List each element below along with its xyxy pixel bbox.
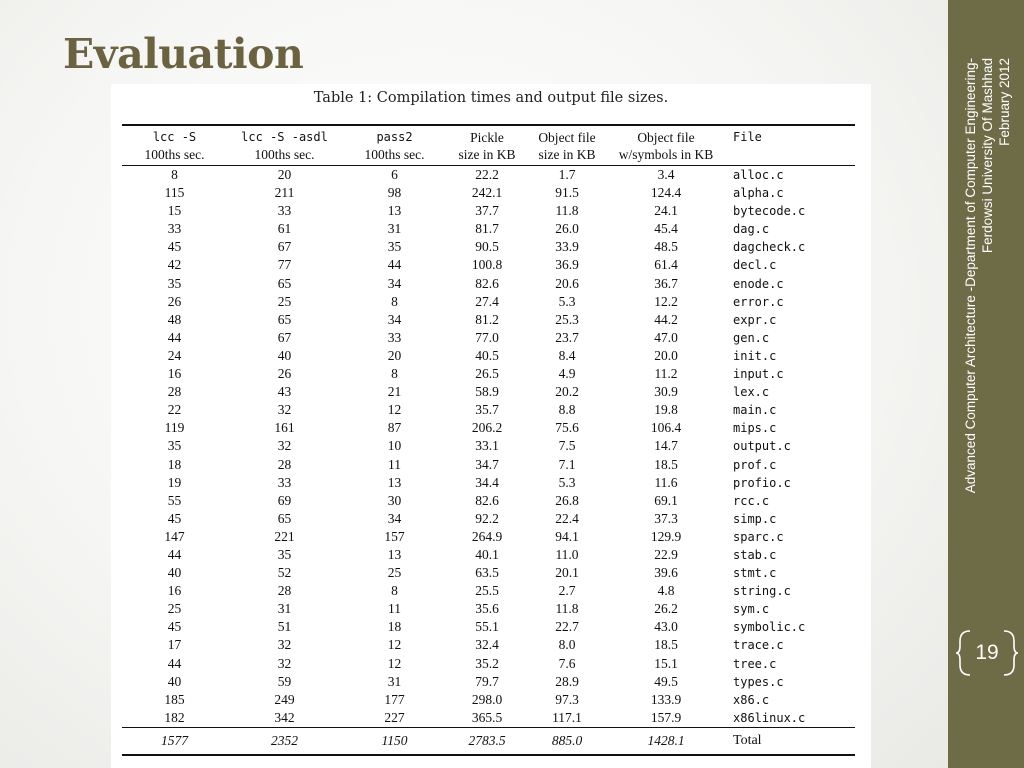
- value-cell: 20: [387, 347, 402, 363]
- value-cell: 157.9: [650, 709, 682, 725]
- value-cell: 365.5: [471, 709, 503, 725]
- value-cell: 44: [167, 546, 182, 562]
- header-file: File: [725, 125, 855, 146]
- value-cell: 45: [167, 619, 182, 635]
- value-cell: 20.0: [654, 347, 678, 363]
- file-name-cell: expr.c: [733, 312, 777, 327]
- value-cell: 18: [387, 619, 402, 635]
- file-name-cell: dag.c: [733, 222, 770, 237]
- value-cell: 45: [167, 510, 182, 526]
- value-cell: 33.1: [475, 438, 499, 454]
- table-row: [122, 329, 855, 347]
- file-name-cell: sym.c: [733, 602, 770, 617]
- file-name-cell: types.c: [733, 674, 784, 689]
- table-row: [122, 401, 855, 419]
- value-cell: 26.5: [475, 366, 499, 382]
- value-cell: 211: [274, 185, 295, 201]
- value-cell: 22: [167, 402, 182, 418]
- value-cell: 33: [387, 329, 402, 345]
- value-cell: 22.4: [555, 510, 579, 526]
- table-row: [122, 275, 855, 293]
- value-cell: 65: [277, 275, 292, 291]
- value-cell: 34: [387, 275, 402, 291]
- value-cell: 40.5: [475, 347, 499, 363]
- value-cell: 19.8: [654, 402, 678, 418]
- value-cell: 17: [167, 637, 182, 653]
- file-name-cell: mips.c: [733, 421, 777, 436]
- value-cell: 26: [167, 293, 182, 309]
- value-cell: 91.5: [555, 185, 579, 201]
- value-cell: 81.7: [475, 221, 499, 237]
- value-cell: 124.4: [650, 185, 682, 201]
- value-cell: 8.4: [558, 347, 576, 363]
- total-cell: 1428.1: [607, 727, 725, 755]
- value-cell: 249: [274, 691, 295, 707]
- table-row: [122, 347, 855, 365]
- value-cell: 7.1: [558, 456, 576, 472]
- value-cell: 20.2: [555, 384, 579, 400]
- value-cell: 106.4: [650, 420, 682, 436]
- value-cell: 33: [167, 221, 182, 237]
- value-cell: 40: [277, 347, 292, 363]
- total-cell: 2783.5: [447, 727, 527, 755]
- file-name-cell: gen.c: [733, 330, 770, 345]
- value-cell: 69: [277, 492, 292, 508]
- value-cell: 30: [387, 492, 402, 508]
- value-cell: 34: [387, 510, 402, 526]
- value-cell: 24: [167, 347, 182, 363]
- table-row: [122, 709, 855, 728]
- value-cell: 27.4: [475, 293, 499, 309]
- value-cell: 8: [391, 366, 398, 382]
- value-cell: 47.0: [654, 329, 678, 345]
- value-cell: 52: [277, 565, 292, 581]
- value-cell: 117.1: [552, 709, 582, 725]
- value-cell: 37.3: [654, 510, 678, 526]
- value-cell: 58.9: [475, 384, 499, 400]
- file-name-cell: enode.c: [733, 276, 784, 291]
- value-cell: 98: [387, 185, 402, 201]
- footer-date-line: February 2012: [997, 58, 1012, 146]
- total-cell: 1577: [122, 727, 227, 755]
- value-cell: 35.2: [475, 655, 499, 671]
- total-row: [122, 727, 855, 755]
- value-cell: 87: [387, 420, 402, 436]
- value-cell: 51: [277, 619, 292, 635]
- value-cell: 49.5: [654, 673, 678, 689]
- value-cell: 185: [164, 691, 185, 707]
- value-cell: 45.4: [654, 221, 678, 237]
- table-row: [122, 293, 855, 311]
- value-cell: 35: [167, 275, 182, 291]
- file-name-cell: simp.c: [733, 511, 777, 526]
- value-cell: 28: [167, 384, 182, 400]
- value-cell: 25.5: [475, 583, 499, 599]
- value-cell: 36.7: [654, 275, 678, 291]
- value-cell: 12.2: [654, 293, 678, 309]
- value-cell: 77.0: [475, 329, 499, 345]
- table-panel: [111, 84, 871, 768]
- table-footer: [122, 727, 855, 755]
- value-cell: 25: [387, 565, 402, 581]
- value-cell: 18.5: [654, 637, 678, 653]
- file-name-cell: input.c: [733, 367, 784, 382]
- value-cell: 11: [388, 456, 401, 472]
- table-row: [122, 600, 855, 618]
- header-lcc-s: lcc -S: [122, 125, 227, 146]
- value-cell: 242.1: [471, 185, 503, 201]
- table-caption: Table 1: Compilation times and output file sizes.: [313, 90, 669, 106]
- value-cell: 182: [164, 709, 185, 725]
- table-row: [122, 166, 855, 185]
- header-pass2: pass2: [342, 125, 447, 146]
- table-row: [122, 184, 855, 202]
- value-cell: 61: [277, 221, 292, 237]
- value-cell: 25: [277, 293, 292, 309]
- value-cell: 48: [167, 311, 182, 327]
- value-cell: 13: [387, 474, 402, 490]
- table-row: [122, 546, 855, 564]
- value-cell: 97.3: [555, 691, 579, 707]
- file-name-cell: sparc.c: [733, 529, 784, 544]
- value-cell: 14.7: [654, 438, 678, 454]
- compilation-table: [122, 124, 855, 756]
- value-cell: 32: [277, 402, 292, 418]
- value-cell: 16: [167, 583, 182, 599]
- table-row: [122, 691, 855, 709]
- value-cell: 11.0: [555, 546, 579, 562]
- table-row: [122, 220, 855, 238]
- value-cell: 40: [167, 673, 182, 689]
- table-body: [122, 166, 855, 728]
- header-unit: 100ths sec.: [342, 146, 447, 166]
- value-cell: 32.4: [475, 637, 499, 653]
- value-cell: 55.1: [475, 619, 499, 635]
- table-row: [122, 456, 855, 474]
- value-cell: 35: [167, 438, 182, 454]
- value-cell: 65: [277, 510, 292, 526]
- header-unit: size in KB: [527, 146, 607, 166]
- value-cell: 177: [384, 691, 405, 707]
- value-cell: 6: [391, 167, 398, 182]
- value-cell: 20.1: [555, 565, 579, 581]
- file-name-cell: alloc.c: [733, 168, 784, 182]
- value-cell: 39.6: [654, 565, 678, 581]
- value-cell: 31: [387, 673, 402, 689]
- total-cell: 2352: [227, 727, 342, 755]
- value-cell: 11: [388, 601, 401, 617]
- value-cell: 11.8: [555, 203, 579, 219]
- table-row: [122, 528, 855, 546]
- value-cell: 28: [277, 583, 292, 599]
- file-name-cell: tree.c: [733, 656, 777, 671]
- footer-university-line: Ferdowsi University Of Mashhad: [980, 58, 995, 254]
- value-cell: 32: [277, 637, 292, 653]
- value-cell: 69.1: [654, 492, 678, 508]
- value-cell: 90.5: [475, 239, 499, 255]
- value-cell: 35: [387, 239, 402, 255]
- value-cell: 48.5: [654, 239, 678, 255]
- value-cell: 55: [167, 492, 182, 508]
- header-unit: w/symbols in KB: [607, 146, 725, 166]
- header-pickle: Pickle: [447, 125, 527, 146]
- table-row: [122, 202, 855, 220]
- value-cell: 44.2: [654, 311, 678, 327]
- value-cell: 67: [277, 239, 292, 255]
- file-name-cell: string.c: [733, 584, 791, 599]
- file-name-cell: symbolic.c: [733, 620, 806, 635]
- table-row: [122, 474, 855, 492]
- value-cell: 35: [277, 546, 292, 562]
- value-cell: 44: [387, 257, 402, 273]
- value-cell: 92.2: [475, 510, 499, 526]
- page-number: 19: [975, 641, 999, 664]
- value-cell: 25.3: [555, 311, 579, 327]
- value-cell: 11.8: [555, 601, 579, 617]
- value-cell: 18: [167, 456, 182, 472]
- value-cell: 18.5: [654, 456, 678, 472]
- value-cell: 13: [387, 203, 402, 219]
- value-cell: 100.8: [471, 257, 503, 273]
- value-cell: 342: [274, 709, 295, 725]
- value-cell: 77: [277, 257, 292, 273]
- value-cell: 22.2: [475, 167, 499, 182]
- value-cell: 59: [277, 673, 292, 689]
- value-cell: 12: [387, 402, 402, 418]
- value-cell: 19: [167, 474, 182, 490]
- value-cell: 30.9: [654, 384, 678, 400]
- value-cell: 43.0: [654, 619, 678, 635]
- table-row: [122, 383, 855, 401]
- value-cell: 35.6: [475, 601, 499, 617]
- value-cell: 161: [274, 420, 295, 436]
- value-cell: 12: [387, 637, 402, 653]
- file-name-cell: bytecode.c: [733, 204, 806, 219]
- value-cell: 8.0: [558, 637, 576, 653]
- value-cell: 21: [387, 384, 402, 400]
- header-object-file: Object file: [527, 125, 607, 146]
- value-cell: 133.9: [650, 691, 682, 707]
- value-cell: 227: [384, 709, 405, 725]
- footer-course-line: Advanced Computer Architecture -Department of Computer Engineering-: [963, 58, 978, 494]
- value-cell: 82.6: [475, 275, 499, 291]
- file-name-cell: rcc.c: [733, 493, 770, 508]
- value-cell: 44: [167, 329, 182, 345]
- value-cell: 26.0: [555, 221, 579, 237]
- footer-vertical-text: [962, 58, 1014, 614]
- value-cell: 2.7: [558, 583, 576, 599]
- table-row: [122, 636, 855, 654]
- value-cell: 15.1: [654, 655, 678, 671]
- value-cell: 119: [164, 420, 185, 436]
- file-name-cell: lex.c: [733, 385, 770, 400]
- header-unit: 100ths sec.: [122, 146, 227, 166]
- value-cell: 10: [387, 438, 402, 454]
- file-name-cell: stab.c: [733, 547, 777, 562]
- value-cell: 28: [277, 456, 292, 472]
- value-cell: 1.7: [558, 167, 576, 182]
- value-cell: 34.4: [475, 474, 499, 490]
- value-cell: 264.9: [471, 528, 503, 544]
- value-cell: 43: [277, 384, 292, 400]
- table-row: [122, 618, 855, 636]
- value-cell: 7.5: [558, 438, 576, 454]
- value-cell: 23.7: [555, 329, 579, 345]
- value-cell: 8: [391, 293, 398, 309]
- file-name-cell: alpha.c: [733, 186, 784, 201]
- value-cell: 44: [167, 655, 182, 671]
- total-cell: 1150: [342, 727, 447, 755]
- value-cell: 26.8: [555, 492, 579, 508]
- file-name-cell: main.c: [733, 403, 777, 418]
- file-name-cell: profio.c: [733, 475, 791, 490]
- value-cell: 20.6: [555, 275, 579, 291]
- file-name-cell: init.c: [733, 348, 777, 363]
- value-cell: 206.2: [471, 420, 503, 436]
- value-cell: 11.6: [654, 474, 678, 490]
- header-unit: size in KB: [447, 146, 527, 166]
- value-cell: 5.3: [558, 293, 576, 309]
- file-name-cell: output.c: [733, 439, 791, 454]
- value-cell: 35.7: [475, 402, 499, 418]
- table-row: [122, 311, 855, 329]
- value-cell: 79.7: [475, 673, 499, 689]
- table-row: [122, 419, 855, 437]
- value-cell: 298.0: [471, 691, 503, 707]
- header-lcc-s-asdl: lcc -S -asdl: [227, 125, 342, 146]
- value-cell: 65: [277, 311, 292, 327]
- value-cell: 147: [164, 528, 185, 544]
- table-row: [122, 256, 855, 274]
- value-cell: 61.4: [654, 257, 678, 273]
- value-cell: 82.6: [475, 492, 499, 508]
- file-name-cell: trace.c: [733, 638, 784, 653]
- value-cell: 36.9: [555, 257, 579, 273]
- table-row: [122, 510, 855, 528]
- value-cell: 40.1: [475, 546, 499, 562]
- value-cell: 42: [167, 257, 182, 273]
- table-row: [122, 238, 855, 256]
- value-cell: 40: [167, 565, 182, 581]
- value-cell: 26: [277, 366, 292, 382]
- value-cell: 31: [277, 601, 292, 617]
- value-cell: 20: [277, 167, 292, 182]
- header-object-file-symbols: Object file: [607, 125, 725, 146]
- value-cell: 129.9: [650, 528, 682, 544]
- value-cell: 81.2: [475, 311, 499, 327]
- file-name-cell: x86linux.c: [733, 710, 806, 725]
- value-cell: 16: [167, 366, 182, 382]
- value-cell: 63.5: [475, 565, 499, 581]
- value-cell: 15: [167, 203, 182, 219]
- header-unit: [725, 146, 855, 166]
- value-cell: 26.2: [654, 601, 678, 617]
- value-cell: 8: [391, 583, 398, 599]
- value-cell: 28.9: [555, 673, 579, 689]
- value-cell: 25: [167, 601, 182, 617]
- table-row: [122, 655, 855, 673]
- value-cell: 24.1: [654, 203, 678, 219]
- value-cell: 37.7: [475, 203, 499, 219]
- value-cell: 5.3: [558, 474, 576, 490]
- table-row: [122, 564, 855, 582]
- value-cell: 22.7: [555, 619, 579, 635]
- value-cell: 8: [171, 167, 178, 182]
- file-name-cell: decl.c: [733, 258, 777, 273]
- value-cell: 33: [277, 474, 292, 490]
- value-cell: 67: [277, 329, 292, 345]
- value-cell: 32: [277, 438, 292, 454]
- file-name-cell: prof.c: [733, 457, 777, 472]
- table-row: [122, 365, 855, 383]
- value-cell: 45: [167, 239, 182, 255]
- file-name-cell: x86.c: [733, 692, 770, 707]
- total-label: Total: [725, 727, 855, 755]
- value-cell: 157: [384, 528, 405, 544]
- value-cell: 33.9: [555, 239, 579, 255]
- value-cell: 3.4: [657, 167, 675, 182]
- value-cell: 4.9: [558, 366, 576, 382]
- table-header: [122, 125, 855, 166]
- value-cell: 94.1: [555, 528, 579, 544]
- value-cell: 22.9: [654, 546, 678, 562]
- value-cell: 34.7: [475, 456, 499, 472]
- value-cell: 34: [387, 311, 402, 327]
- value-cell: 75.6: [555, 420, 579, 436]
- value-cell: 221: [274, 528, 295, 544]
- value-cell: 12: [387, 655, 402, 671]
- table-row: [122, 673, 855, 691]
- value-cell: 4.8: [657, 583, 675, 599]
- value-cell: 7.6: [558, 655, 576, 671]
- value-cell: 32: [277, 655, 292, 671]
- header-unit: 100ths sec.: [227, 146, 342, 166]
- file-name-cell: stmt.c: [733, 566, 777, 581]
- table-row: [122, 492, 855, 510]
- value-cell: 31: [387, 221, 402, 237]
- table-row: [122, 437, 855, 455]
- value-cell: 115: [164, 185, 185, 201]
- value-cell: 8.8: [558, 402, 576, 418]
- table-row: [122, 582, 855, 600]
- page-number-badge: [956, 628, 1018, 678]
- total-cell: 885.0: [527, 727, 607, 755]
- value-cell: 11.2: [654, 366, 678, 382]
- value-cell: 13: [387, 546, 402, 562]
- file-name-cell: dagcheck.c: [733, 240, 806, 255]
- slide-title: Evaluation: [63, 30, 304, 78]
- value-cell: 33: [277, 203, 292, 219]
- file-name-cell: error.c: [733, 294, 784, 309]
